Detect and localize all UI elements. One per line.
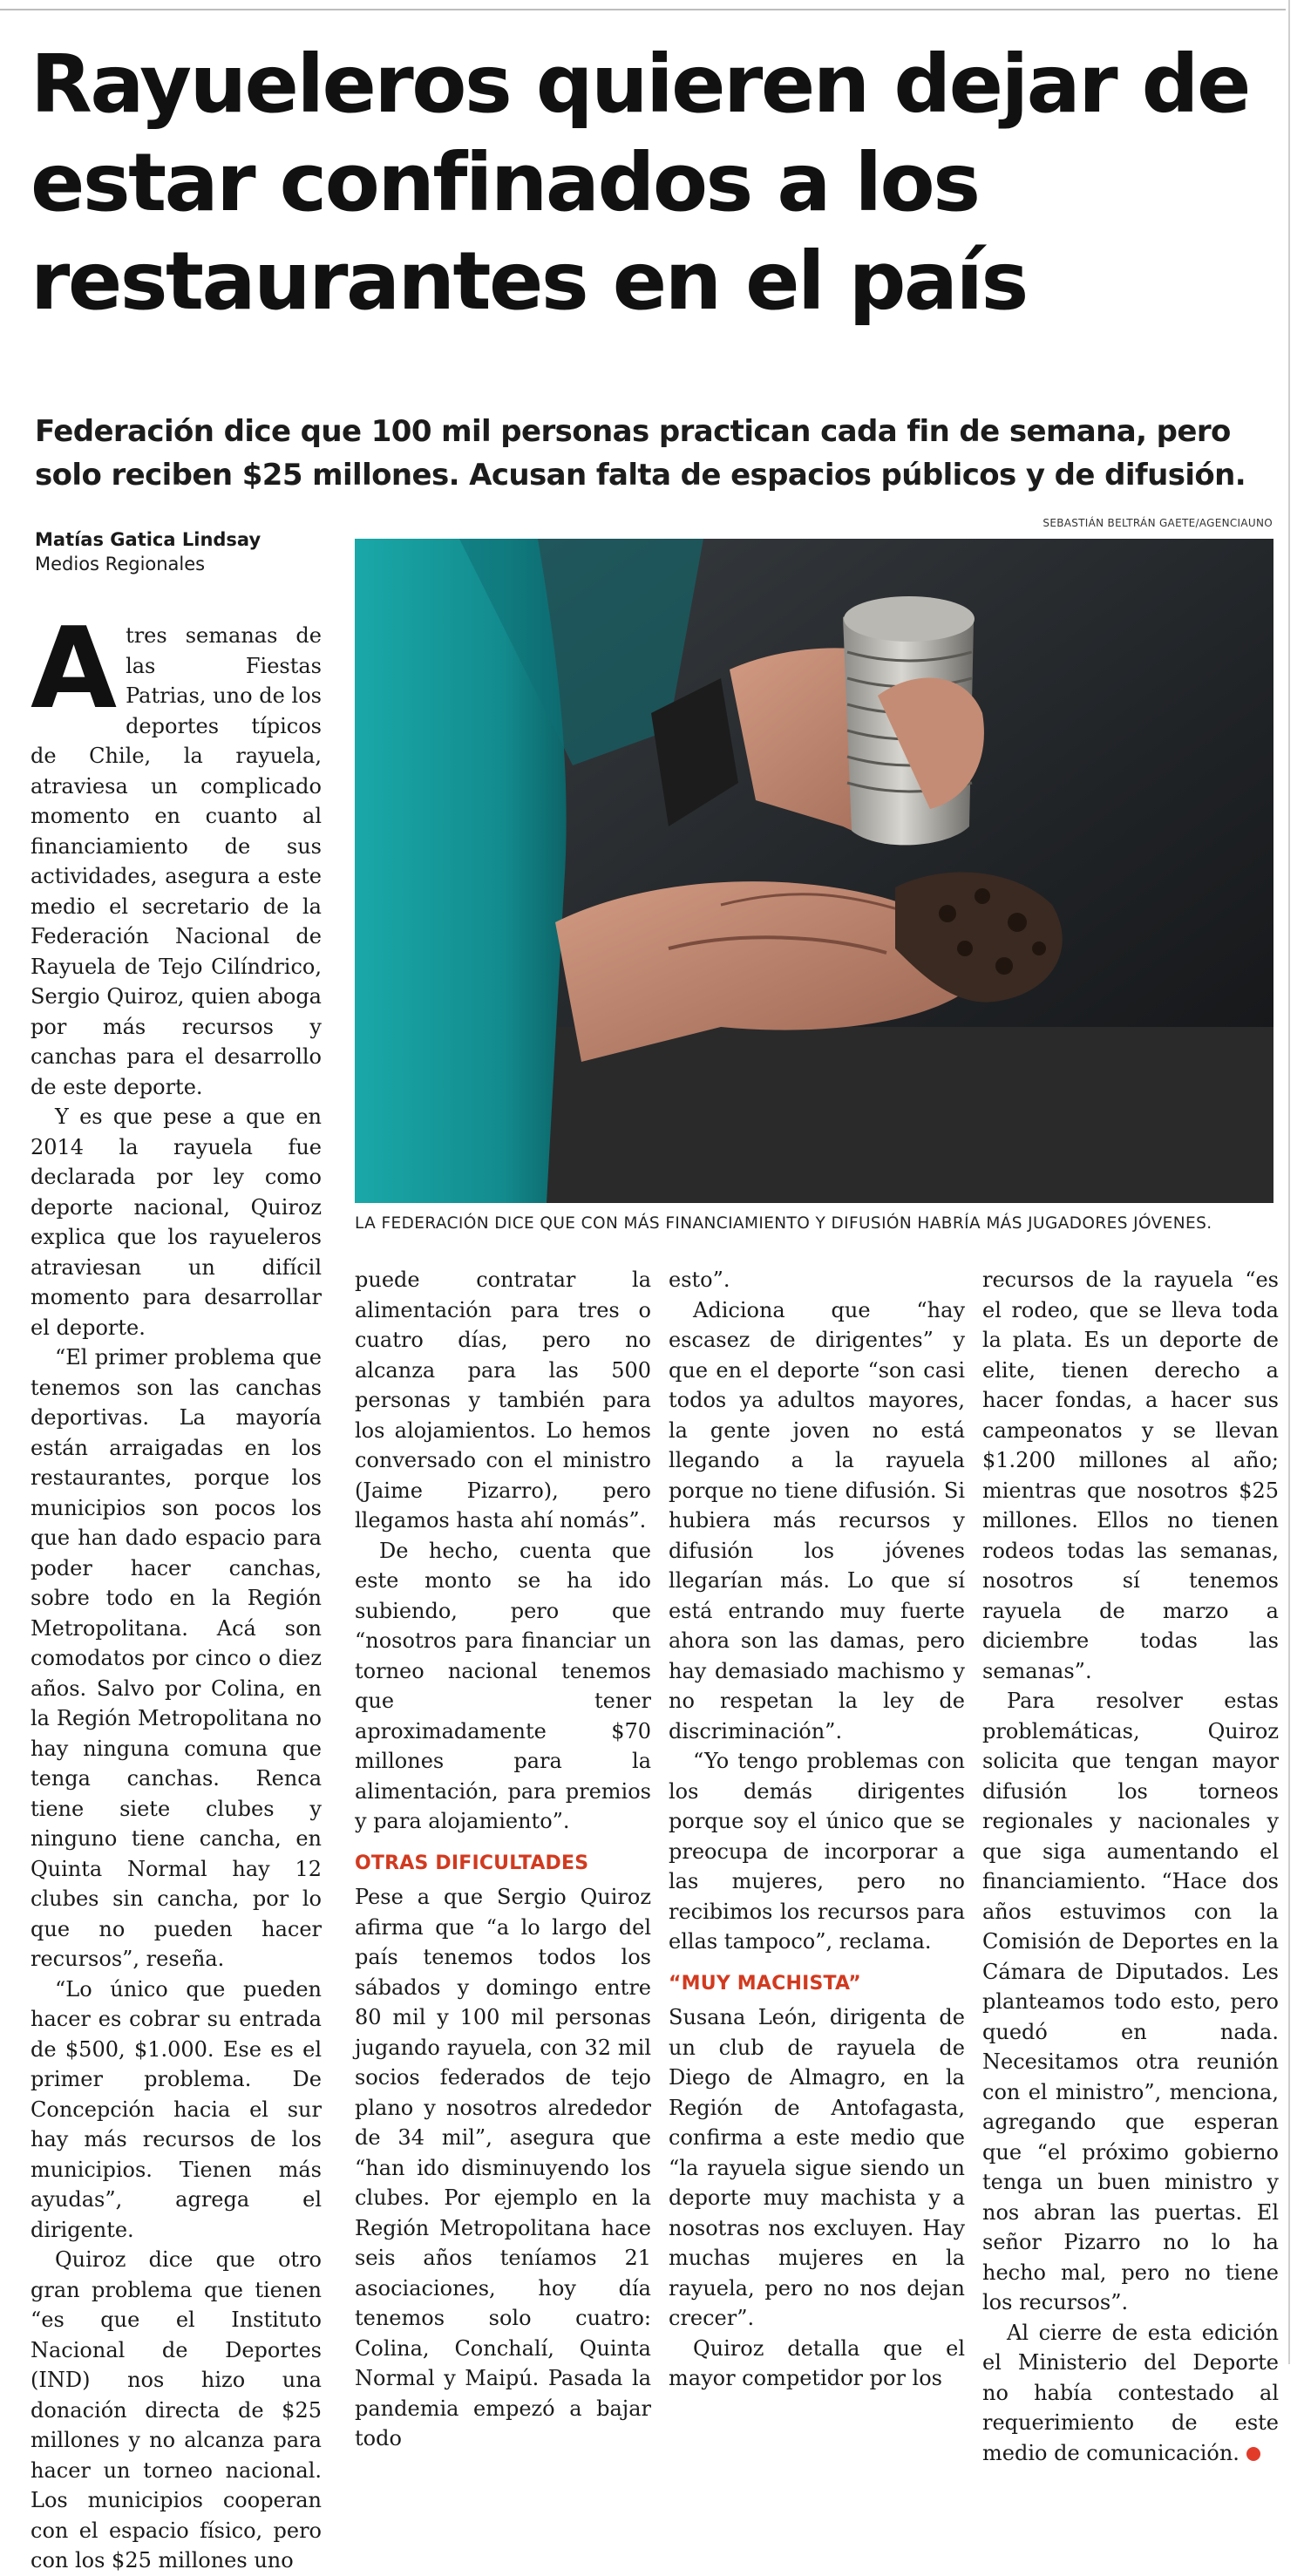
paragraph: Quiroz detalla que el mayor competidor por los xyxy=(669,2335,965,2390)
paragraph: “El primer problema que tenemos son las canchas deportivas. La mayoría están arraigadas en los restaurantes, porque los municipios son pocos los que han dado espacio para poder hacer canchas, sobre todo en la Región Metropolitana. Acá son comodatos por cinco o diez años. Salvo por Colina, en la Región Metropolitana no hay ninguna comuna que tenga canchas. Renca tiene siete clubes y ninguno tiene cancha, en Quinta Normal hay 12 clubes sin cancha, por lo que no pueden hacer recursos”, reseña. xyxy=(31,1345,322,1971)
paragraph: Pese a que Sergio Quiroz afirma que “a lo largo del país tenemos todos los sábados y domingo entre 80 mil y 100 mil personas jugando rayuela, con 32 mil socios federados de tejo plano y nosotros alrededor de 34 mil”, asegura que “han ido disminuyendo los clubes. Por ejemplo en la Región Metropolitana hace seis años teníamos 21 asociaciones, hoy día tenemos solo cuatro: Colina, Conchalí, Quinta Normal y Maipú. Pasada la pandemia empezó a bajar todo xyxy=(355,1885,651,2450)
photo-credit: SEBASTIÁN BELTRÁN GAETE/AGENCIAUNO xyxy=(1043,517,1273,529)
paragraph: puede contratar la alimentación para tres o cuatro días, pero no alcanza para las 500 personas y también para los alojamientos. Lo hemos conversado con el ministro (Jaime Pizarro), pero llegamos hasta ahí nomás”. xyxy=(355,1268,651,1533)
deck: Federación dice que 100 mil personas practican cada fin de semana, pero solo reciben $25 millones. Acusan falta de espacios públicos y de difusión. xyxy=(35,414,1246,493)
byline xyxy=(35,527,331,576)
paragraph: Susana León, dirigenta de un club de rayuela de Diego de Almagro, en la Región de Antofagasta, confirma a este medio que “la rayuela sigue siendo un deporte muy machista y a nosotras nos excluyen. Hay muchas mujeres en la rayuela, pero no nos dejan crecer”. xyxy=(669,2005,965,2330)
paragraph: esto”. xyxy=(669,1268,730,1292)
final-text: Al cierre de esta edición el Ministerio del Deporte no había contestado al requerimiento de este medio de comunicación. xyxy=(982,2320,1279,2465)
end-mark-icon: ✪ xyxy=(1246,2447,1260,2461)
body-column-3 xyxy=(669,1265,965,2390)
body-column-4 xyxy=(982,1265,1280,2465)
paragraph: Y es que pese a que en 2014 la rayuela fue declarada por ley como deporte nacional, Quiroz explica que los rayueleros atraviesan un difícil momento para desarrollar el deporte. xyxy=(31,1104,322,1340)
paragraph: tres semanas de las Fiestas Patrias, uno de los deportes típicos de Chile, la rayuela, atraviesa un complicado momento en cuanto al financiamiento de sus actividades, asegura a este medio el secretario de la Federación Nacional de Rayuela de Tejo Cilíndrico, Sergio Quiroz, quien aboga por más recursos y canchas para el desarrollo de este deporte. xyxy=(31,623,322,1099)
paragraph-final xyxy=(982,2318,1279,2469)
headline: Rayueleros quieren dejar de estar confinados a los restaurantes en el país xyxy=(31,37,1249,328)
paragraph: Adiciona que “hay escasez de dirigentes” y que en el deporte “son casi todos ya adultos mayores, la gente joven no está llegando a la rayuela porque no tiene difusión. Si hubiera más recursos y difusión los jóvenes llegarían más. Lo que sí está entrando muy fuerte ahora son las damas, pero hay demasiado machismo y no respetan la ley de discriminación”. xyxy=(669,1297,965,1743)
author-name: Matías Gatica Lindsay xyxy=(35,529,261,550)
paragraph: De hecho, cuenta que este monto se ha ido subiendo, pero que “nosotros para financiar un torneo nacional tenemos que tener aproximadamente $70 millones para la alimentación, para premios y para alojamiento”. xyxy=(355,1538,651,1833)
photo-hands-holding-tejo xyxy=(355,539,1273,1203)
author-outlet: Medios Regionales xyxy=(35,554,206,574)
body-column-2 xyxy=(355,1265,651,2450)
paragraph: Quiroz dice que otro gran problema que tienen “es que el Instituto Nacional de Deportes (IND) nos hizo una donación directa de $25 millones y no alcanza para hacer un torneo nacional. Los municipios cooperan con el espacio físico, pero con los $25 millones uno xyxy=(31,2247,322,2573)
top-rule xyxy=(0,9,1286,10)
subhead-otras-dificultades: OTRAS DIFICULTADES xyxy=(355,1852,589,1874)
photo-caption: LA FEDERACIÓN DICE QUE CON MÁS FINANCIAMIENTO Y DIFUSIÓN HABRÍA MÁS JUGADORES JÓVENES. xyxy=(355,1214,1212,1233)
body-column-1 xyxy=(31,604,322,2573)
paragraph: “Yo tengo problemas con los demás dirigentes porque soy el único que se preocupa de incorporar a las mujeres, pero no recibimos los recursos para ellas tampoco”, reclama. xyxy=(669,1749,965,1954)
paragraph: Para resolver estas problemáticas, Quiroz solicita que tengan mayor difusión los torneos regionales y nacionales y que siga aumentando el financiamiento. “Hace dos años estuvimos con la Comisión de Deportes en la Cámara de Diputados. Les planteamos todo esto, pero quedó en nada. Necesitamos otra reunión con el ministro”, menciona, agregando que esperan que “el próximo gobierno tenga un buen ministro y nos abran las puertas. El señor Pizarro no lo ha hecho mal, pero no tiene los recursos”. xyxy=(982,1689,1279,2314)
paragraph: recursos de la rayuela “es el rodeo, que se lleva toda la plata. Es un deporte de elite, tienen derecho a hacer fondas, a hacer sus campeonatos y se llevan $1.200 millones al año; mientras que nosotros $25 millones. Ellos no tienen rodeos todas las semanas, nosotros sí tenemos rayuela de marzo a diciembre todas las semanas”. xyxy=(982,1268,1279,1683)
paragraph: “Lo único que pueden hacer es cobrar su entrada de $500, $1.000. Ese es el primer problema. De Concepción hacia el sur hay más recursos de los municipios. Tienen más ayudas”, agrega el dirigente. xyxy=(31,1976,322,2242)
subhead-muy-machista: “MUY MACHISTA” xyxy=(669,1972,861,1995)
page-edge-rule xyxy=(1288,0,1290,2364)
drop-cap: A xyxy=(31,604,118,734)
